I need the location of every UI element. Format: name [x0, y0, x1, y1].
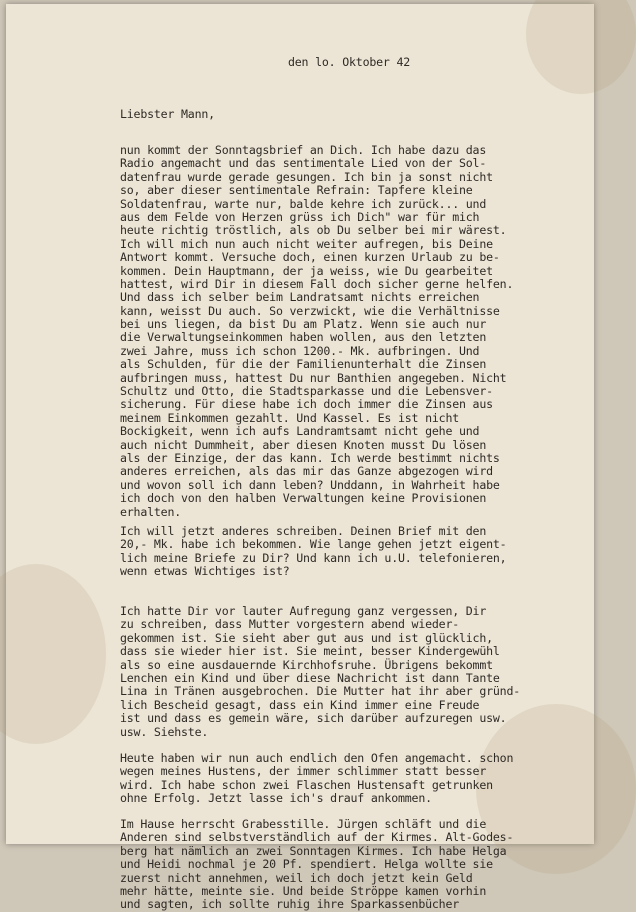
text-line: und Heidi nochmal je 20 Pf. spendiert. Helga wollte sie	[120, 857, 493, 872]
text-line: aus dem Felde von Herzen grüss ich Dich" war für mich	[120, 209, 480, 224]
text-line: Heute haben wir nun auch endlich den Ofen angemacht. schon	[120, 751, 514, 765]
paragraph-4	[120, 752, 513, 806]
text-line: als der Einzige, der das kann. Ich werde bestimmt nichts	[120, 450, 500, 465]
text-line: usw. Siehste.	[120, 724, 209, 739]
text-line: und sagten, ich sollte ruhig ihre Sparkassenbücher	[120, 897, 460, 912]
text-line: bei uns liegen, da bist Du am Platz. Wenn sie auch nur	[120, 317, 487, 332]
paragraph-1	[120, 144, 513, 519]
text-line: dass sie wieder hier ist. Sie meint, besser Kindergewühl	[120, 644, 500, 659]
text-line: so, aber dieser sentimentale Refrain: Tapfere kleine	[120, 183, 473, 198]
text-line: als Schulden, für die der Familienunterhalt die Zinsen	[120, 357, 487, 372]
text-line: wenn etwas Wichtiges ist?	[120, 564, 290, 579]
text-line: mehr hätte, meinte sie. Und beide Ströppe kamen vorhin	[120, 883, 487, 898]
letter-page	[6, 4, 594, 912]
text-line: anderes erreichen, als das mir das Ganze abgezogen wird	[120, 464, 493, 479]
text-line: wegen meines Hustens, der immer schlimmer statt besser	[120, 764, 487, 779]
text-line: datenfrau wurde gerade gesungen. Ich bin ja sonst nicht	[120, 169, 493, 184]
text-line: kann, weisst Du auch. So verzwickt, wie die Verhältnisse	[120, 303, 500, 318]
text-line: Anderen sind selbstverständlich auf der Kirmes. Alt-Godes-	[120, 830, 514, 845]
paragraph-3	[120, 605, 520, 739]
text-line: Ich will mich nun auch nicht weiter aufregen, bis Deine	[120, 236, 493, 251]
text-line: lich Bescheid gesagt, dass ein Kind immer eine Freude	[120, 697, 480, 712]
text-line: lich meine Briefe zu Dir? Und kann ich u.U. telefonieren,	[120, 550, 507, 565]
text-line: auch nicht Dummheit, aber diesen Knoten musst Du lösen	[120, 437, 487, 452]
text-line: nun kommt der Sonntagsbrief an Dich. Ich habe dazu das	[120, 143, 487, 157]
text-line: Bockigkeit, wenn ich aufs Landramtsamt nicht gehe und	[120, 424, 480, 439]
text-line: hattest, wird Dir in diesem Fall doch sicher gerne helfen.	[120, 276, 514, 291]
paragraph-5	[120, 818, 513, 912]
paragraph-2	[120, 525, 506, 579]
text-line: Schultz und Otto, die Stadtsparkasse und die Lebensver-	[120, 384, 493, 399]
text-line: kommen. Dein Hauptmann, der ja weiss, wie Du gearbeitet	[120, 263, 493, 278]
text-line: zu schreiben, dass Mutter vorgestern abend wieder-	[120, 617, 460, 632]
text-line: heute richtig tröstlich, als ob Du selber bei mir wärest.	[120, 223, 507, 238]
text-line: berg hat nämlich an zwei Sonntagen Kirmes. Ich habe Helga	[120, 843, 507, 858]
text-line: zwei Jahre, muss ich schon 1200.- Mk. aufbringen. Und	[120, 343, 480, 358]
text-line: erhalten.	[120, 504, 182, 519]
text-line: wird. Ich habe schon zwei Flaschen Hustensaft getrunken	[120, 777, 493, 792]
text-line: ohne Erfolg. Jetzt lasse ich's drauf ankommen.	[120, 791, 432, 806]
text-line: Im Hause herrscht Grabesstille. Jürgen schläft und die	[120, 817, 487, 831]
letter-salutation: Liebster Mann,	[120, 107, 215, 121]
paper-stain	[526, 0, 636, 94]
text-line: Soldatenfrau, warte nur, balde kehre ich zurück... und	[120, 196, 487, 211]
text-line: Lenchen ein Kind und über diese Nachricht ist dann Tante	[120, 670, 500, 685]
text-line: Lina in Tränen ausgebrochen. Die Mutter hat ihr aber gründ-	[120, 684, 521, 699]
text-line: ich doch von den halben Verwaltungen keine Provisionen	[120, 491, 487, 506]
text-line: und wovon soll ich dann leben? Unddann, in Wahrheit habe	[120, 477, 500, 492]
letter-body	[6, 4, 521, 912]
text-line: Und dass ich selber beim Landratsamt nichts erreichen	[120, 290, 480, 305]
paper-stain	[0, 564, 106, 744]
text-line: Ich hatte Dir vor lauter Aufregung ganz vergessen, Dir	[120, 604, 487, 618]
letter-date: den lo. Oktober 42	[288, 55, 411, 69]
text-line: Antwort kommt. Versuche doch, einen kurzen Urlaub zu be-	[120, 250, 500, 265]
text-line: als so eine ausdauernde Kirchhofsruhe. Übrigens bekommt	[120, 657, 493, 672]
text-line: ist und dass es gemein wäre, sich darüber aufzuregen usw.	[120, 711, 507, 726]
text-line: sicherung. Für diese habe ich doch immer die Zinsen aus	[120, 397, 493, 412]
text-line: die Verwaltungseinkommen haben wollen, aus den letzten	[120, 330, 487, 345]
text-line: meinem Einkommen gezahlt. Und Kassel. Es ist nicht	[120, 410, 460, 425]
text-line: 20,- Mk. habe ich bekommen. Wie lange gehen jetzt eigent-	[120, 537, 507, 552]
text-line: aufbringen muss, hattest Du nur Banthien angegeben. Nicht	[120, 370, 507, 385]
text-line: gekommen ist. Sie sieht aber gut aus und ist glücklich,	[120, 630, 493, 645]
text-line: Ich will jetzt anderes schreiben. Deinen Brief mit den	[120, 524, 487, 538]
text-line: Radio angemacht und das sentimentale Lied von der Sol-	[120, 156, 487, 171]
text-line: zuerst nicht annehmen, weil ich doch jetzt kein Geld	[120, 870, 473, 885]
